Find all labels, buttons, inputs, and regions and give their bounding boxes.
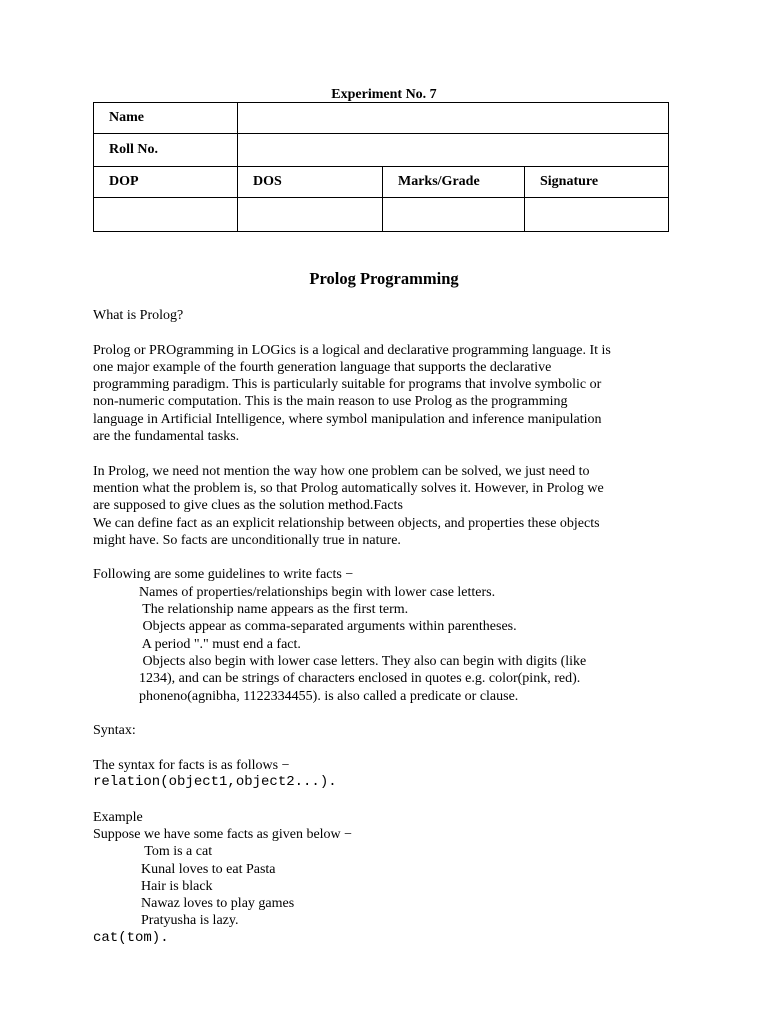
example-heading: Example — [93, 809, 143, 825]
marks-value-cell — [383, 198, 525, 232]
guidelines-intro: Following are some guidelines to write facts − — [93, 567, 354, 583]
paragraph-line: language in Artificial Intelligence, where symbol manipulation and inference manipulation — [93, 411, 602, 427]
table-row — [94, 198, 669, 232]
experiment-title: Experiment No. 7 — [331, 87, 437, 102]
example-intro: Suppose we have some facts as given below − — [93, 826, 353, 842]
table-row — [94, 134, 669, 167]
example-fact: Pratyusha is lazy. — [141, 913, 239, 929]
table-row — [94, 167, 669, 198]
paragraph-line: In Prolog, we need not mention the way how one problem can be solved, we just need to — [93, 463, 590, 479]
syntax-code: relation(object1,object2...). — [93, 774, 337, 791]
paragraph-line: are the fundamental tasks. — [93, 429, 240, 445]
syntax-intro: The syntax for facts is as follows − — [93, 757, 290, 773]
paragraph-line: one major example of the fourth generation language that supports the declarative — [93, 359, 552, 375]
signature-value-cell — [525, 198, 669, 232]
name-label: Name — [94, 103, 238, 134]
guideline-item: 1234), and can be strings of characters enclosed in quotes e.g. color(pink, red). — [139, 671, 581, 687]
dop-value-cell — [94, 198, 238, 232]
what-is-heading: What is Prolog? — [93, 308, 184, 323]
guideline-item: A period "." must end a fact. — [139, 636, 301, 652]
signature-label: Signature — [525, 167, 669, 198]
guideline-item: Objects also begin with lower case letters. They also can begin with digits (like — [139, 653, 587, 669]
paragraph-line: might have. So facts are unconditionally true in nature. — [93, 532, 401, 548]
roll-label: Roll No. — [94, 134, 238, 167]
table-row — [94, 103, 669, 134]
marks-label: Marks/Grade — [383, 167, 525, 198]
example-fact: Kunal loves to eat Pasta — [141, 861, 276, 877]
dos-label: DOS — [238, 167, 383, 198]
example-fact: Hair is black — [141, 878, 213, 894]
paragraph-line: mention what the problem is, so that Prolog automatically solves it. However, in Prolog we — [93, 480, 604, 496]
guideline-item: The relationship name appears as the first term. — [139, 602, 409, 618]
guideline-item: phoneno(agnibha, 1122334455). is also called a predicate or clause. — [139, 688, 519, 704]
guideline-item: Objects appear as comma-separated arguments within parentheses. — [139, 619, 517, 635]
dop-label: DOP — [94, 167, 238, 198]
paragraph-line: are supposed to give clues as the solution method.Facts — [93, 498, 403, 514]
name-value-cell — [238, 103, 669, 134]
example-fact: Tom is a cat — [141, 844, 213, 860]
body-text — [93, 307, 683, 947]
paragraph-line: programming paradigm. This is particularly suitable for programs that involve symbolic or — [93, 377, 602, 393]
page-title: Prolog Programming — [309, 269, 459, 288]
example-code: cat(tom). — [93, 929, 169, 946]
guideline-item: Names of properties/relationships begin with lower case letters. — [139, 584, 496, 600]
syntax-heading: Syntax: — [93, 723, 136, 739]
paragraph-line: Prolog or PROgramming in LOGics is a logical and declarative programming language. It is — [93, 342, 611, 358]
example-fact: Nawaz loves to play games — [141, 896, 295, 912]
dos-value-cell — [238, 198, 383, 232]
roll-value-cell — [238, 134, 669, 167]
student-info-table — [93, 102, 669, 232]
paragraph-line: non-numeric computation. This is the main reason to use Prolog as the programming — [93, 394, 568, 410]
paragraph-line: We can define fact as an explicit relationship between objects, and properties these objects — [93, 515, 600, 531]
